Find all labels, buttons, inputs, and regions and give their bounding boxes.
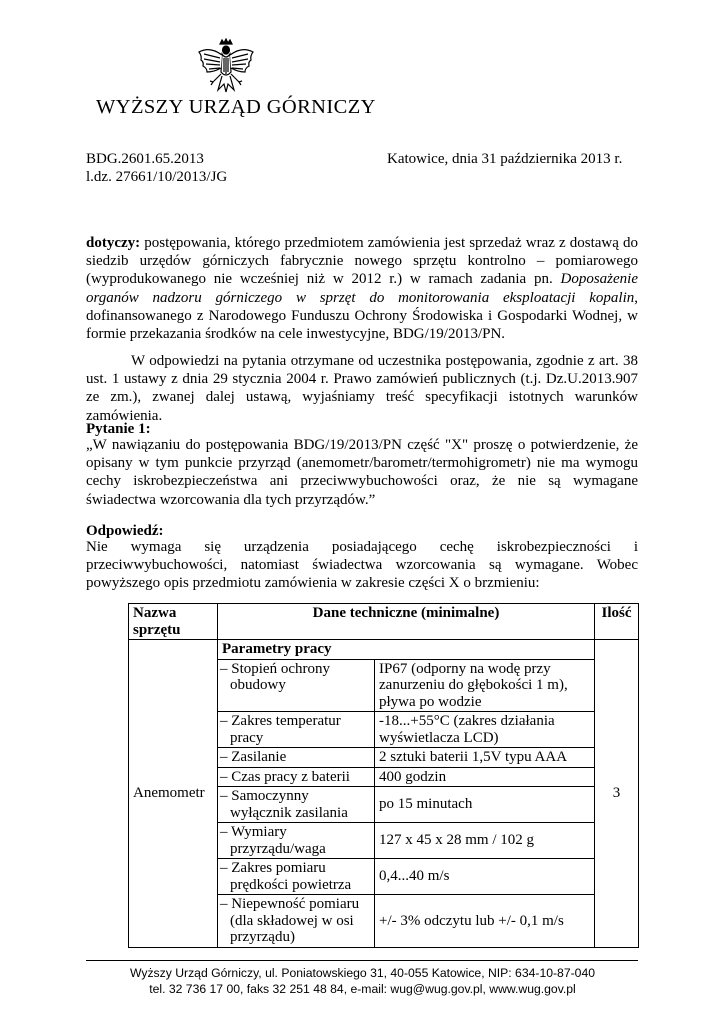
institution-name: WYŻSZY URZĄD GÓRNICZY	[96, 96, 376, 118]
param-value: -18...+55°C (zakres działania wyświetlacza LCD)	[375, 712, 595, 748]
footer-divider	[86, 960, 638, 961]
registry-number: l.dz. 27661/10/2013/JG	[86, 169, 228, 185]
params-heading-row	[129, 640, 639, 660]
param-value: IP67 (odporny na wodę przy zanurzeniu do głębokości 1 m), pływa po wodzie	[375, 659, 595, 712]
task-name: Doposażenie organów nadzoru górniczego w sprzęt do monitorowania eksploatacji kopalin	[86, 271, 638, 306]
param-value: 127 x 45 x 28 mm / 102 g	[375, 823, 595, 859]
question-text: „W nawiązaniu do postępowania BDG/19/2013/PN część "X" proszę o potwierdzenie, że opisany w tym punkcie przyrząd (anemometr/barometr/termohigrometr) nie ma wymogu cechy iskrobezpieczeństwa ani przeciwwybuchowości oraz, że nie są wymagane świadectwa wzorcowania dla tych przyrządów.”	[86, 437, 638, 508]
equipment-name: Anemometr	[129, 640, 218, 948]
param-name: – Czas pracy z baterii	[218, 767, 375, 787]
param-name: – Zasilanie	[218, 748, 375, 768]
header-quantity: Ilość	[595, 604, 639, 640]
header-equipment: Nazwa sprzętu	[129, 604, 218, 640]
param-name: – Stopień ochrony obudowy	[218, 659, 375, 712]
quantity-value: 3	[595, 640, 639, 948]
param-name: – Samoczynny wyłącznik zasilania	[218, 787, 375, 823]
subject-text-1: postępowania, którego przedmiotem zamówienia jest sprzedaż wraz z dostawą do siedzib urzędów górniczych fabrycznie nowego sprzętu kontrolno – pomiarowego (wyprodukowanego nie wcześniej niż w 2012 r.) w ramach zadania pn.	[86, 235, 638, 288]
place-and-date: Katowice, dnia 31 października 2013 r.	[387, 151, 623, 167]
param-value: 2 sztuki baterii 1,5V typu AAA	[375, 748, 595, 768]
answer-heading: Odpowiedź:	[86, 523, 164, 539]
subject-label: dotyczy:	[86, 235, 141, 251]
question-heading: Pytanie 1:	[86, 421, 151, 437]
param-name: – Zakres pomiaru prędkości powietrza	[218, 859, 375, 895]
param-name: – Wymiary przyrządu/waga	[218, 823, 375, 859]
param-name: – Niepewność pomiaru (dla składowej w osi przyrządu)	[218, 895, 375, 948]
reference-number: BDG.2601.65.2013	[86, 151, 204, 167]
footer-address: Wyższy Urząd Górniczy, ul. Poniatowskiego 31, 40-055 Katowice, NIP: 634-10-87-040	[129, 966, 596, 980]
params-heading: Parametry pracy	[218, 640, 595, 660]
intro-paragraph: W odpowiedzi na pytania otrzymane od uczestnika postępowania, zgodnie z art. 38 ust. 1 ustawy z dnia 29 stycznia 2004 r. Prawo zamówień publicznych (t.j. Dz.U.2013.907 ze zm.), zwanej dalej ustawą, wyjaśniamy treść specyfikacji istotnych warunków zamówienia.	[86, 353, 638, 424]
param-value: +/- 3% odczytu lub +/- 0,1 m/s	[375, 895, 595, 948]
footer-contact: tel. 32 736 17 00, faks 32 251 48 84, e-mail: wug@wug.gov.pl, www.wug.gov.pl	[149, 982, 576, 996]
answer-text: Nie wymaga się urządzenia posiadającego cechę iskrobezpieczności i przeciwwybuchowości, natomiast świadectwa wzorcowania są wymagane. Wobec powyższego opis przedmiotu zamówienia w zakresie części X o brzmieniu:	[86, 539, 638, 592]
header-specs: Dane techniczne (minimalne)	[218, 604, 595, 640]
eagle-emblem-icon	[196, 38, 256, 100]
param-name: – Zakres temperatur pracy	[218, 712, 375, 748]
table-header-row	[129, 604, 639, 640]
param-value: 400 godzin	[375, 767, 595, 787]
param-value: 0,4...40 m/s	[375, 859, 595, 895]
spec-table	[128, 603, 639, 948]
param-value: po 15 minutach	[375, 787, 595, 823]
subject-paragraph	[86, 234, 638, 343]
subject-text-2: , dofinansowanego z Narodowego Funduszu Ochrony Środowiska i Gospodarki Wodnej, w formie przekazania środków na cele inwestycyjne, BDG/19/2013/PN.	[86, 289, 638, 343]
